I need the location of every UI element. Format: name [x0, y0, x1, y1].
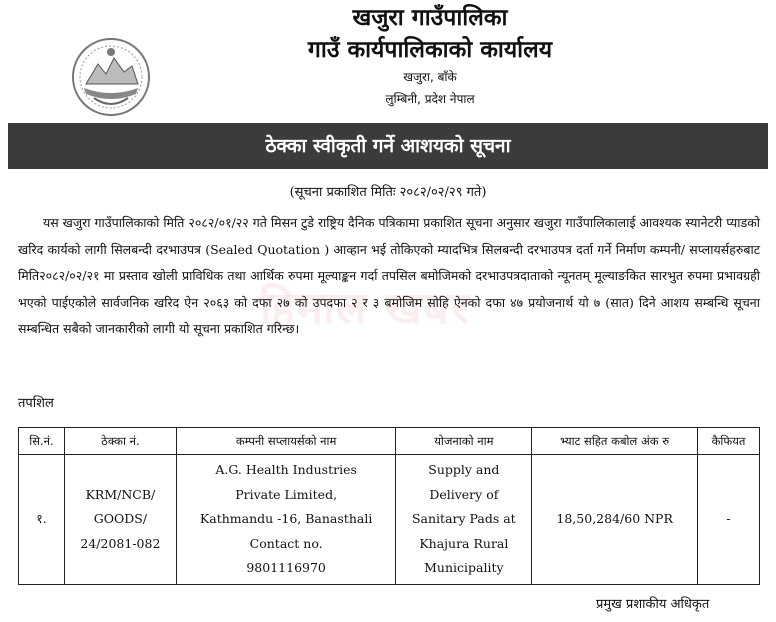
company-line: 9801116970: [246, 560, 326, 576]
publication-date: (सूचना प्रकाशित मितिः २०८२/०२/२९ गते): [289, 185, 487, 200]
cell-company: [176, 455, 396, 585]
company-line: Kathmandu -16, Banasthali: [199, 511, 373, 527]
project-line: Municipality: [424, 560, 504, 576]
cell-contract: [64, 455, 176, 585]
table-header-row: [19, 428, 760, 455]
cell-remarks: -: [698, 455, 760, 585]
col-header-company: कम्पनी सप्लायर्सको नाम: [176, 428, 396, 455]
project-line: Delivery of: [429, 486, 499, 502]
cell-project: [396, 455, 532, 585]
notice-body: यस खजुरा गाउँपालिकाको मिति २०८२/०१/२२ गते मिसन टुडे राष्ट्रिय दैनिक पत्रिकामा प्रकाशित सूचना अनुसार खजुरा गाउँपालिकालाई आवश्यक स्यानेटरी प्याडको खरिद कार्यको लागी सिलबन्दी दरभाउपत्र (Sealed Quotation ) आव्हान भई तोकिएको म्यादभित्र सिलबन्दी दरभाउपत्र दर्ता गर्ने निर्माण कम्पनी/ सप्लायर्सहरुबाट मिति२०८२/०२/२१ मा प्रस्ताव खोली प्राविधिक तथा आर्थिक रुपमा मूल्याङ्कन गर्दा तपसिल बमोजिमको दरभाउपत्रदाताको न्यूनतम् मूल्याङकित सारभुत रुपमा प्रभावग्रही भएको पाईएकोले सार्वजनिक खरिद ऐन २०६३ को दफा २७ को उपदफा २ र ३ बमोजिम सोहि ऐनको दफा ४७ प्रयोजनार्थ यो ७ (सात) दिने आशय सम्बन्धि सूचना सम्बन्धित सबैको जानकारीको लागी यो सूचना प्रकाशित गरिन्छ।: [18, 215, 760, 336]
province-line: लुम्बिनी, प्रदेश नेपाल: [385, 92, 475, 106]
col-header-project: योजनाको नाम: [396, 428, 532, 455]
notice-title: ठेक्का स्वीकृती गर्ने आशयको सूचना: [8, 123, 768, 169]
bid-table: [18, 427, 760, 585]
project-line: Supply and: [428, 462, 500, 478]
contract-line: GOODS/: [93, 511, 148, 527]
project-line: Khajura Rural: [419, 535, 509, 551]
watermark: हिमाल खबर: [260, 283, 471, 334]
contract-line: KRM/NCB/: [85, 486, 156, 502]
col-header-remarks: कैफियत: [698, 428, 760, 455]
organization-name: खजुरा गाउँपालिका: [352, 5, 508, 31]
project-line: Sanitary Pads at: [411, 511, 516, 527]
col-header-sn: सि.नं.: [19, 428, 65, 455]
cell-amount: 18,50,284/60 NPR: [532, 455, 698, 585]
signature-title: प्रमुख प्रशाकीय अधिकृत: [596, 597, 710, 612]
tapasil-label: तपशिल: [18, 396, 54, 411]
cell-sn: १.: [19, 455, 65, 585]
company-line: A.G. Health Industries: [215, 462, 357, 478]
table-row: [19, 455, 760, 585]
office-name: गाउँ कार्यपालिकाको कार्यालय: [307, 37, 553, 63]
company-line: Private Limited,: [235, 486, 338, 502]
company-line: Contact no.: [249, 535, 323, 551]
col-header-contract: ठेक्का नं.: [64, 428, 176, 455]
contract-line: 24/2081-082: [80, 535, 161, 551]
letterhead: [0, 0, 776, 122]
nepal-emblem-icon: [70, 36, 152, 118]
col-header-amount: भ्याट सहित कबोल अंक रु: [532, 428, 698, 455]
address-line: खजुरा, बाँके: [403, 70, 457, 84]
